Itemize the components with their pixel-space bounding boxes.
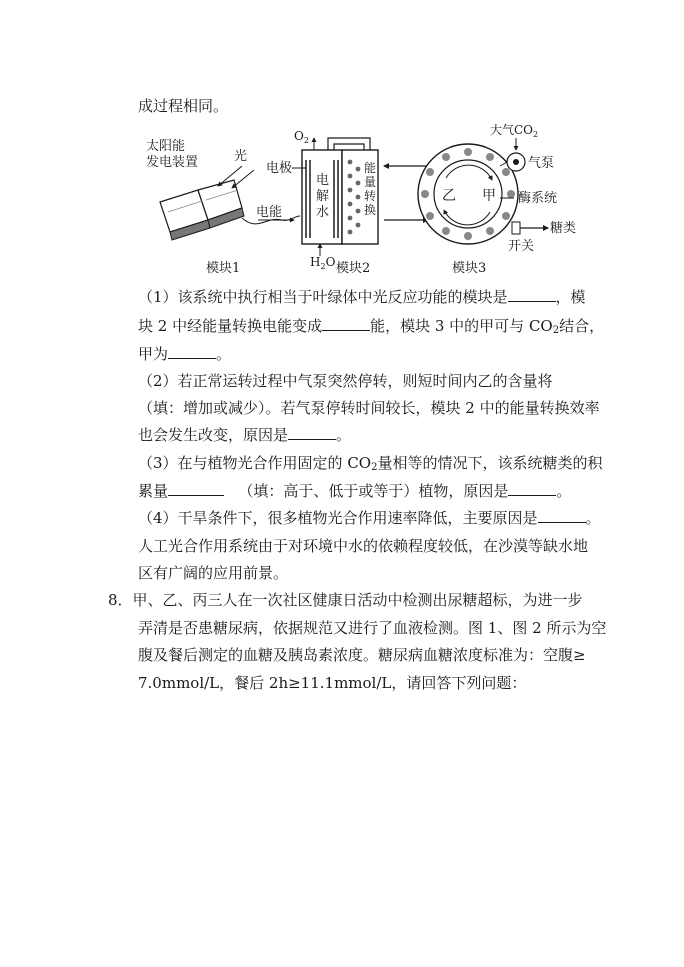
- answer-blank[interactable]: [168, 344, 216, 359]
- valve-icon: [512, 222, 548, 234]
- answer-blank[interactable]: [508, 481, 556, 496]
- answer-blank[interactable]: [168, 481, 224, 496]
- energy-label-3: 转: [364, 189, 377, 203]
- intro-text: 成过程相同。: [138, 97, 229, 115]
- pump-label: 气泵: [528, 156, 555, 171]
- solar-label-2: 发电装置: [146, 155, 199, 170]
- q8-line-2: 弄清是否患糖尿病，依据规范又进行了血液检测。图 1、图 2 所示为空: [138, 619, 607, 637]
- q1-line-1: （1）该系统中执行相当于叶绿体中光反应功能的模块是 ，模: [138, 288, 586, 306]
- yi-label: 乙: [442, 188, 456, 204]
- energy-label-1: 能: [364, 161, 377, 175]
- h2o-label: $H_2O$: [310, 255, 336, 271]
- q2-line-1: （2）若正常运转过程中气泵突然停转，则短时间内乙的含量将: [138, 372, 553, 390]
- q4-line-2: 人工光合作用系统由于对环境中水的依赖程度较低，在沙漠等缺水地: [138, 537, 589, 555]
- q3-line-2: 累量 （填：高于、低于或等于）植物，原因是 。: [138, 482, 572, 500]
- answer-blank[interactable]: [322, 316, 370, 331]
- answer-blank[interactable]: [508, 287, 556, 302]
- q1-line-3: 甲为 。: [138, 345, 232, 363]
- answer-blank[interactable]: [538, 508, 586, 523]
- energy-label-2: 量: [364, 175, 377, 189]
- electric-energy-label: 电能: [256, 205, 283, 220]
- energy-label-4: 换: [364, 203, 377, 217]
- answer-blank[interactable]: [288, 425, 336, 440]
- switch-label: 开关: [508, 239, 535, 254]
- q4-line-1: （4）干旱条件下，很多植物光合作用速率降低，主要原因是 。: [138, 509, 601, 527]
- q8-line-3: 腹及餐后测定的血糖及胰岛素浓度。糖尿病血糖浓度标准为：空腹≥: [138, 646, 586, 664]
- enzyme-label: 酶系统: [518, 191, 558, 206]
- electrolysis-label-1: 电: [316, 173, 330, 188]
- electrolysis-label-3: 水: [316, 205, 330, 220]
- q2-line-2: （填：增加或减少）。若气泵停转时间较长，模块 2 中的能量转换效率: [138, 399, 600, 417]
- o2-label: $O_2$: [294, 129, 309, 145]
- light-label: 光: [234, 149, 248, 164]
- module2-label: 模块2: [336, 261, 371, 276]
- photosynthesis-system-diagram: [138, 120, 578, 280]
- sugar-label: 糖类: [550, 221, 577, 236]
- solar-panel-icon: [160, 180, 244, 240]
- q1-line-2: 块 2 中经能量转换电能变成 能，模块 3 中的甲可与 $CO_2$结合，: [138, 317, 605, 336]
- module3-label: 模块3: [452, 261, 487, 276]
- q2-line-3: 也会发生改变，原因是 。: [138, 426, 352, 444]
- q8-line-4: 7.0mmol/L，餐后 2h≥11.1mmol/L，请回答下列问题：: [138, 674, 527, 692]
- atmo-co2-label: 大气$CO_2$: [490, 123, 539, 139]
- electrode-label: 电极: [266, 161, 293, 176]
- q8-line-1: 8．甲、乙、丙三人在一次社区健康日活动中检测出尿糖超标，为进一步: [108, 591, 583, 609]
- electrolysis-label-2: 解: [316, 189, 330, 204]
- jia-label: 甲: [482, 188, 496, 204]
- solar-label-1: 太阳能: [146, 139, 186, 154]
- q3-line-1: （3）在与植物光合作用固定的 $CO_2$量相等的情况下，该系统糖类的积: [138, 454, 603, 473]
- module3-ring: [418, 144, 518, 244]
- module1-label: 模块1: [206, 261, 241, 276]
- q4-line-3: 区有广阔的应用前景。: [138, 564, 289, 582]
